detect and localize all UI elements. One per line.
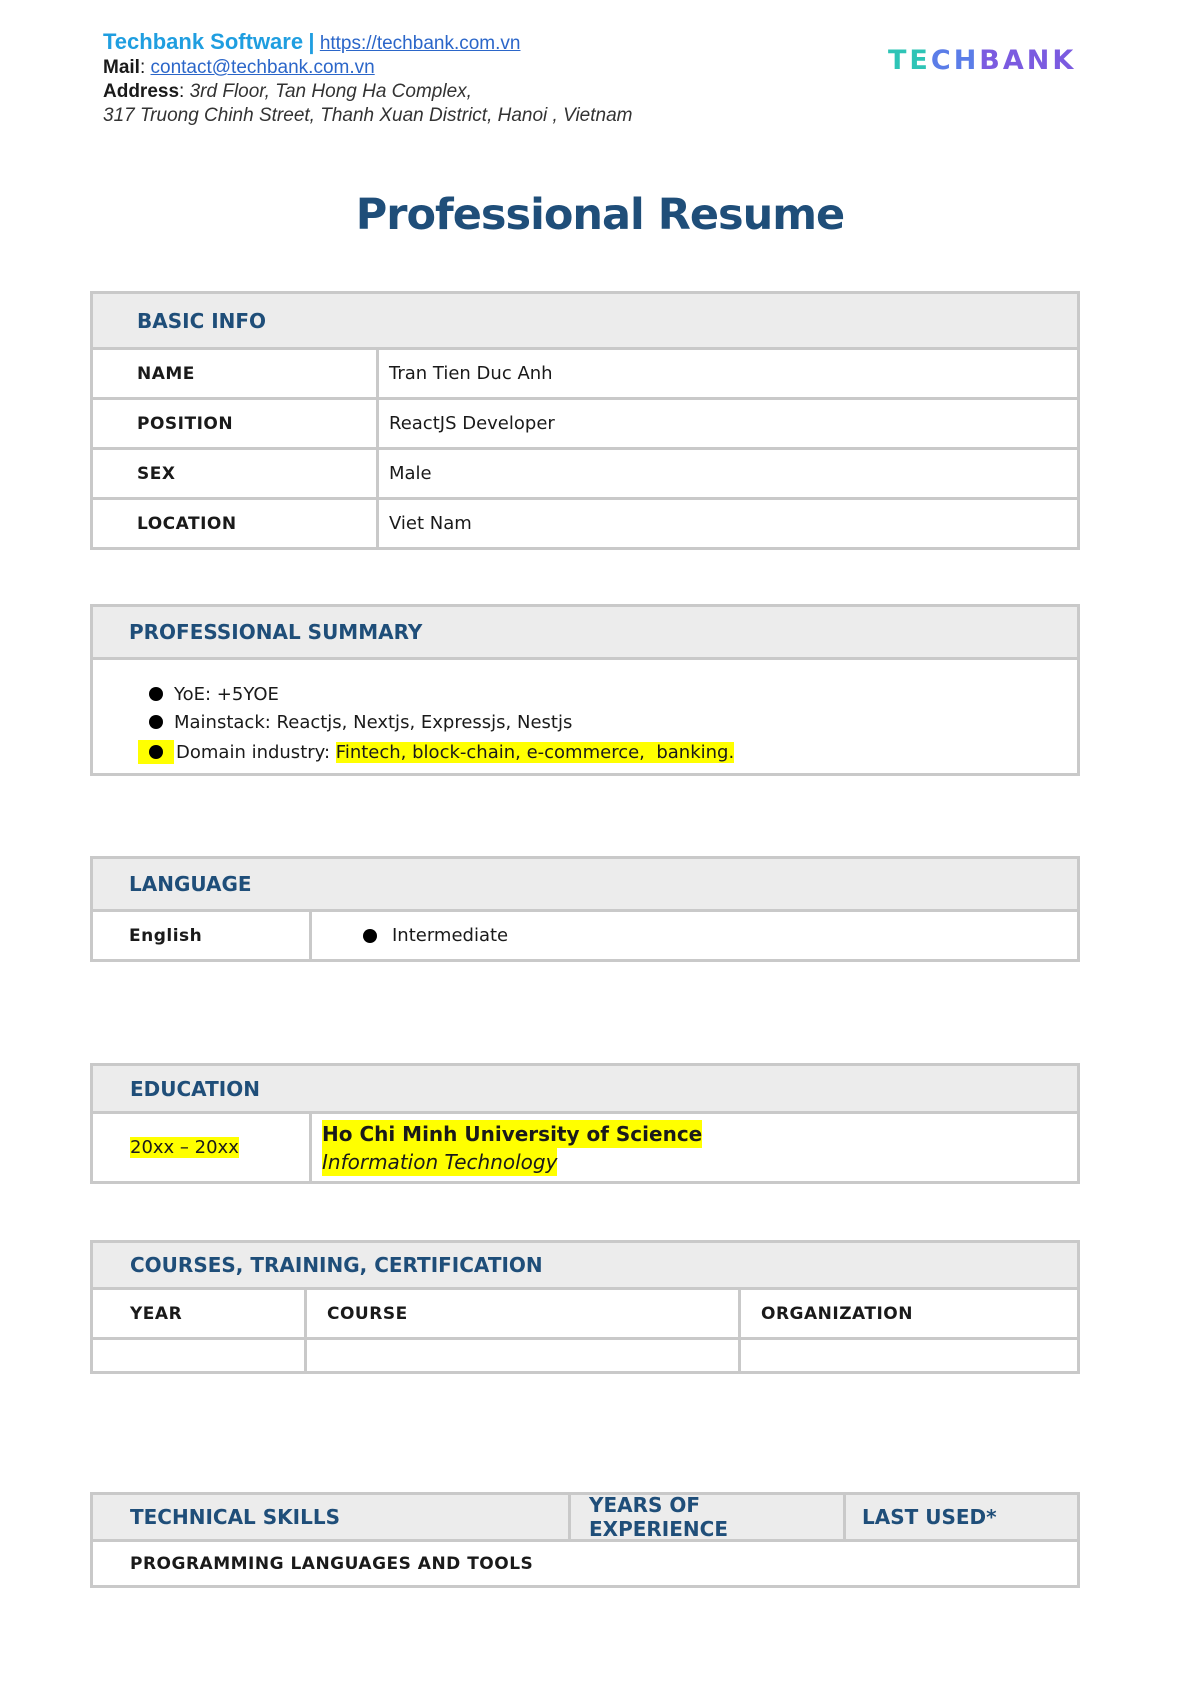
course-col-course: COURSE <box>304 1290 738 1337</box>
techbank-logo <box>888 45 1076 76</box>
website-link[interactable]: https://techbank.com.vn <box>319 33 521 54</box>
address-line <box>103 80 803 104</box>
table-row <box>93 497 1077 547</box>
domain-label: Domain industry: <box>176 741 331 763</box>
education-heading: EDUCATION <box>93 1066 1077 1111</box>
course-col-year: YEAR <box>130 1303 183 1324</box>
education-detail <box>309 1114 1077 1181</box>
summary-heading: PROFESSIONAL SUMMARY <box>93 607 1077 657</box>
language-table <box>90 856 1080 962</box>
list-item <box>138 680 1077 708</box>
domain-value: Fintech, block-chain, e-commerce, banking. <box>335 741 735 763</box>
basic-info-table <box>90 291 1080 550</box>
company-name: Techbank Software <box>103 29 304 54</box>
location-key: LOCATION <box>137 513 237 534</box>
company-line <box>103 30 803 56</box>
course-col-organization: ORGANIZATION <box>738 1290 1077 1337</box>
course-name-cell <box>304 1340 738 1371</box>
address-label: Address <box>103 81 180 102</box>
bullet-icon <box>138 682 174 706</box>
address-line2: 317 Truong Chinh Street, Thanh Xuan District, Hanoi , Vietnam <box>103 105 633 126</box>
sex-key: SEX <box>137 463 176 484</box>
page-title: Professional Resume <box>355 190 845 240</box>
sex-value: Male <box>376 450 1077 497</box>
language-name: English <box>129 925 203 946</box>
address-line-2 <box>103 104 803 128</box>
course-org-cell <box>738 1340 1077 1371</box>
language-heading: LANGUAGE <box>93 859 1077 909</box>
mail-colon: : <box>139 57 151 78</box>
mail-line <box>103 56 803 80</box>
address-line1: 3rd Floor, Tan Hong Ha Complex, <box>189 81 472 102</box>
name-key: NAME <box>137 363 195 384</box>
course-year-cell <box>93 1340 304 1371</box>
bullet-icon <box>352 924 388 948</box>
language-level: Intermediate <box>392 925 509 946</box>
table-row <box>93 397 1077 447</box>
mail-label: Mail <box>103 57 140 78</box>
skills-col-last-used: LAST USED* <box>843 1495 1077 1539</box>
logo-part3: BANK <box>979 45 1077 76</box>
mainstack-value: Reactjs, Nextjs, Expressjs, Nestjs <box>270 711 573 733</box>
mail-link[interactable]: contact@techbank.com.vn <box>150 57 375 78</box>
position-value: ReactJS Developer <box>376 400 1077 447</box>
major-name: Information Technology <box>322 1149 558 1174</box>
education-period-cell <box>93 1114 309 1181</box>
position-key: POSITION <box>137 413 234 434</box>
skills-table <box>90 1492 1080 1588</box>
list-item <box>138 708 1077 736</box>
skills-group-label: PROGRAMMING LANGUAGES AND TOOLS <box>130 1553 534 1574</box>
header-separator: | <box>308 29 315 54</box>
language-level-cell <box>309 912 1077 959</box>
list-item <box>138 736 1077 768</box>
courses-heading: COURSES, TRAINING, CERTIFICATION <box>93 1243 1077 1287</box>
skills-col-skill: TECHNICAL SKILLS <box>130 1505 340 1529</box>
skills-col-years: YEARS OF EXPERIENCE <box>568 1495 843 1539</box>
summary-body <box>93 657 1077 773</box>
courses-table <box>90 1240 1080 1374</box>
table-row <box>93 447 1077 497</box>
table-row <box>93 1287 1077 1337</box>
yoe-label: YoE: <box>174 683 212 705</box>
education-period: 20xx – 20xx <box>130 1137 239 1158</box>
mainstack-label: Mainstack: <box>174 711 271 733</box>
company-header <box>103 30 803 128</box>
bullet-icon <box>138 740 174 764</box>
logo-part2: CH <box>930 45 980 76</box>
table-row <box>93 1337 1077 1371</box>
education-table <box>90 1063 1080 1184</box>
summary-table <box>90 604 1080 776</box>
table-row <box>93 347 1077 397</box>
name-value: Tran Tien Duc Anh <box>376 350 1077 397</box>
table-row <box>93 909 1077 959</box>
logo-part1: TE <box>888 45 931 76</box>
basic-info-heading: BASIC INFO <box>93 294 1077 347</box>
location-value: Viet Nam <box>376 500 1077 547</box>
address-colon: : <box>179 81 190 102</box>
skills-heading-row <box>93 1495 1077 1539</box>
table-row <box>93 1111 1077 1181</box>
school-name: Ho Chi Minh University of Science <box>322 1121 703 1146</box>
table-row <box>93 1539 1077 1585</box>
yoe-value: +5YOE <box>211 683 279 705</box>
bullet-icon <box>138 710 174 734</box>
